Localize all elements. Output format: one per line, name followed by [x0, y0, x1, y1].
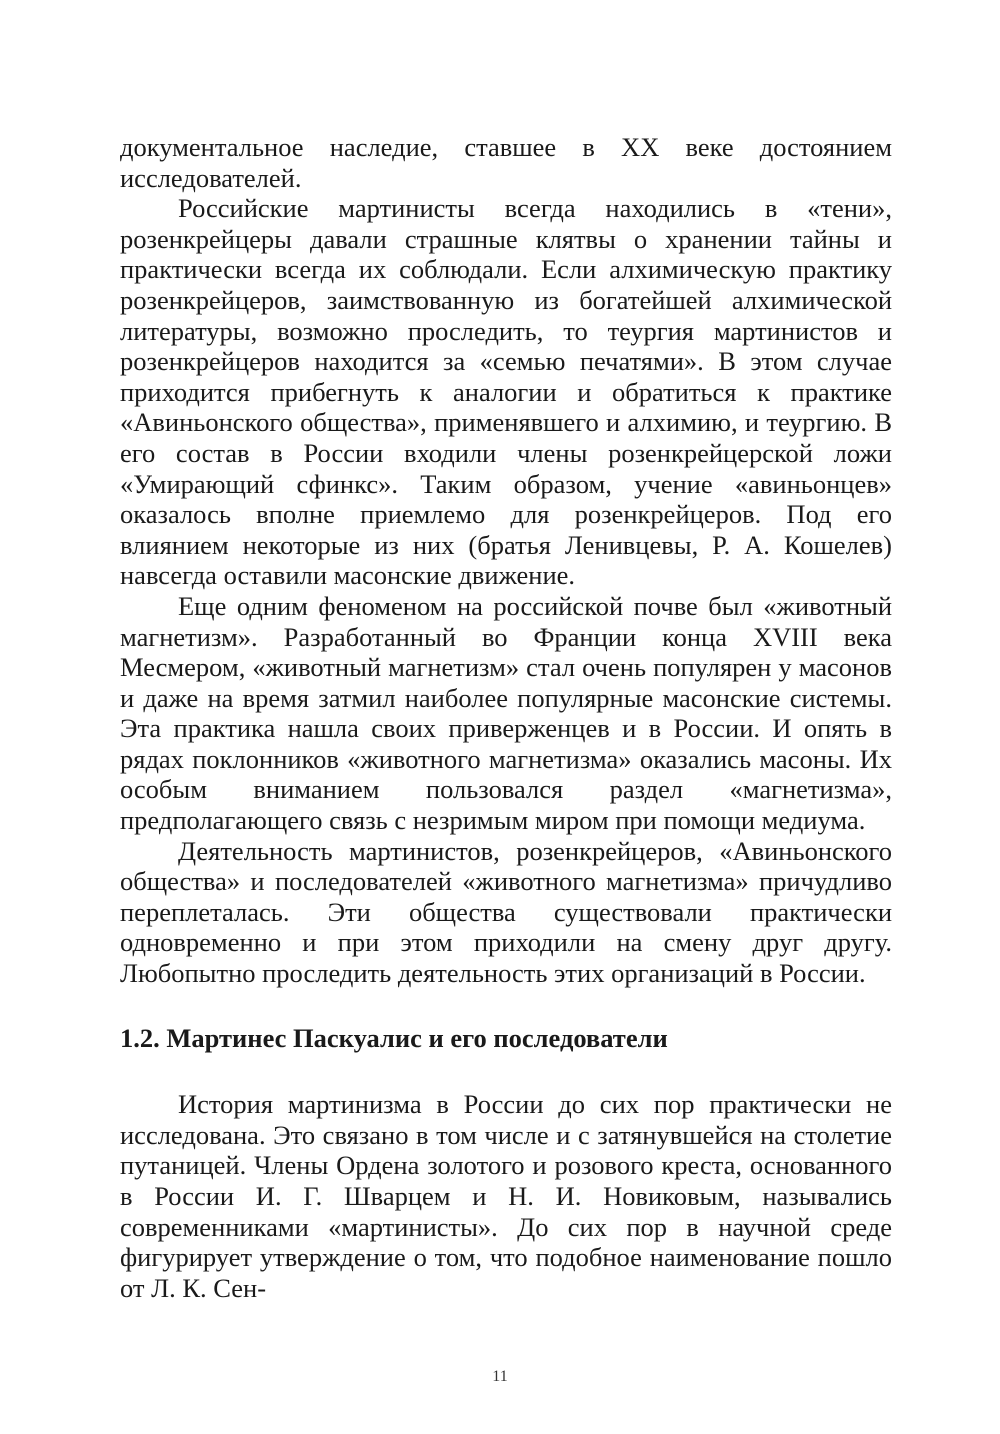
page-body	[120, 132, 892, 1303]
section-heading: 1.2. Мартинес Паскуалис и его последователи	[120, 1022, 668, 1053]
paragraph-martinists: Российские мартинисты всегда находились в «тени», розенкрейцеры давали страшные клятвы о хранении тайны и практически всегда их соблюдали. Если алхимическую практику розенкрейцеров, заимствованную из богатейшей алхимической литературы, возможно проследить, то теургия мартинистов и розенкрейцеров находится за «семью печатями». В этом случае приходится прибегнуть к аналогии и обратиться к практике «Авиньонского общества», применявшего и алхимию, и теургию. В его состав в России входили члены розенкрейцерской ложи «Умирающий сфинкс». Таким образом, учение «авиньонцев» оказалось вполне приемлемо для розенкрейцеров. Под его влиянием некоторые из них (братья Ленивцевы, Р. А. Кошелев) навсегда оставили масонские движение.	[120, 193, 892, 591]
paragraph-animal-magnetism: Еще одним феноменом на российской почве был «животный магнетизм». Разработанный во Франции конца XVIII века Месмером, «животный магнетизм» стал очень популярен у масонов и даже на время затмил наиболее популярные масонские системы. Эта практика нашла своих приверженцев и в России. И опять в рядах поклонников «животного магнетизма» оказались масоны. Их особым вниманием пользовался раздел «магнетизма», предполагающего связь с незримым миром при помощи медиума.	[120, 590, 892, 836]
paragraph-societies: Деятельность мартинистов, розенкрейцеров, «Авиньонского общества» и последователей «животного магнетизма» причудливо переплеталась. Эти общества существовали практически одновременно и при этом приходили на смену друг другу. Любопытно проследить деятельность этих организаций в России.	[120, 835, 892, 989]
paragraph-continuation: документальное наследие, ставшее в XX веке достоянием исследователей.	[120, 132, 892, 193]
page-number: 11	[492, 1368, 508, 1385]
paragraph-history-martinism: История мартинизма в России до сих пор практически не исследована. Это связано в том числе и с затянувшейся на столетие путаницей. Члены Ордена золотого и розового креста, основанного в России И. Г. Шварцем и Н. И. Новиковым, назывались современниками «мартинисты». До сих пор в научной среде фигурирует утверждение о том, что подобное наименование пошло от Л. К. Сен-	[120, 1089, 892, 1303]
